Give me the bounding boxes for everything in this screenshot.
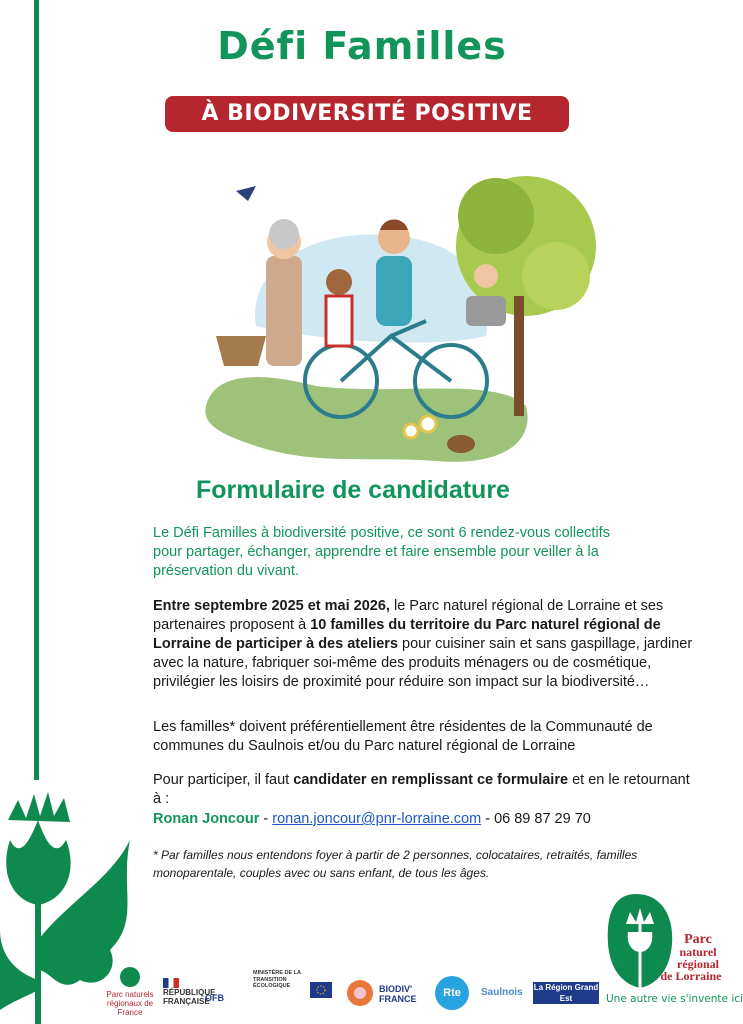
contact-email-link[interactable]: ronan.joncour@pnr-lorraine.com <box>272 811 482 827</box>
pnr-france-logo <box>105 966 155 1017</box>
program-highlight: 10 familles du territoire du Parc naturel régional de Lorraine de participer à des ateliers <box>153 617 661 652</box>
intro-paragraph: Le Défi Familles à biodiversité positive, ce sont 6 rendez-vous collectifs pour partager, échanger, apprendre et faire ensemble pour veiller à la préservation du vivant. <box>153 525 610 579</box>
grand-est-logo: La Région Grand Est <box>533 983 599 1003</box>
ofb-logo: OFB <box>205 993 224 1003</box>
participation-paragraph <box>153 771 693 809</box>
page-title: Défi Familles <box>217 24 507 68</box>
eligibility-paragraph: Les familles* doivent préférentiellement être résidentes de la Communauté de communes du Saulnois et/ou du Parc naturel régional de Lorraine <box>153 719 653 754</box>
program-text-a: le Parc naturel régional de Lorraine et ses partenaires proposent à <box>153 598 664 633</box>
partner-logos <box>105 964 605 1020</box>
parc-name-line2: naturel <box>679 945 717 959</box>
form-title: Formulaire de candidature <box>196 476 510 504</box>
program-text-b: pour cuisiner sain et sans gaspillage, jardiner avec la nature, fabriquer soi-même des produits ménagers ou de cosmétique, privilégier les loisirs de proximité pour réduire son impact sur la biodiversité… <box>153 636 693 690</box>
rte-logo: Rte <box>435 976 469 1010</box>
parc-name <box>660 932 724 983</box>
eu-flag-icon <box>310 982 332 998</box>
participation-text-a: Pour participer, il faut <box>153 772 294 788</box>
footnote: * Par familles nous entendons foyer à partir de 2 personnes, colocataires, retraités, familles monoparentale, couples avec ou sans enfant, de tous les âges. <box>153 848 638 880</box>
contact-separator: - <box>259 811 273 827</box>
biodiv-emblem-icon <box>345 978 375 1008</box>
subtitle-banner: À BIODIVERSITÉ POSITIVE <box>165 96 569 132</box>
parc-name-line1: Parc <box>684 932 712 947</box>
saulnois-logo: Saulnois <box>481 987 523 998</box>
parc-name-line4: de Lorraine <box>660 969 722 983</box>
green-vertical-rule <box>34 0 39 780</box>
parc-name-line3: régional <box>677 957 719 971</box>
contact-line <box>153 811 591 827</box>
participation-text-b: et en le retournant à : <box>153 772 690 807</box>
program-paragraph <box>153 597 693 692</box>
participation-highlight: candidater en remplissant ce formulaire <box>293 772 569 788</box>
contact-name: Ronan Joncour <box>153 811 260 827</box>
family-bicycle-illustration <box>196 146 606 476</box>
pnr-france-icon <box>119 966 141 988</box>
pnr-france-text: Parc naturels régionaux de France <box>106 990 154 1017</box>
ministere-logo: MINISTÈRE DE LA TRANSITION ÉCOLOGIQUE <box>253 970 301 989</box>
program-dates: Entre septembre 2025 et mai 2026, <box>153 598 390 614</box>
contact-phone: - 06 89 87 29 70 <box>481 811 591 827</box>
republique-text: RÉPUBLIQUE FRANÇAISE <box>163 988 216 1006</box>
flag-icon <box>163 978 179 988</box>
biodiv-france-logo: BIODIV' FRANCE <box>379 984 417 1004</box>
parc-slogan: Une autre vie s'invente ici <box>606 993 743 1005</box>
